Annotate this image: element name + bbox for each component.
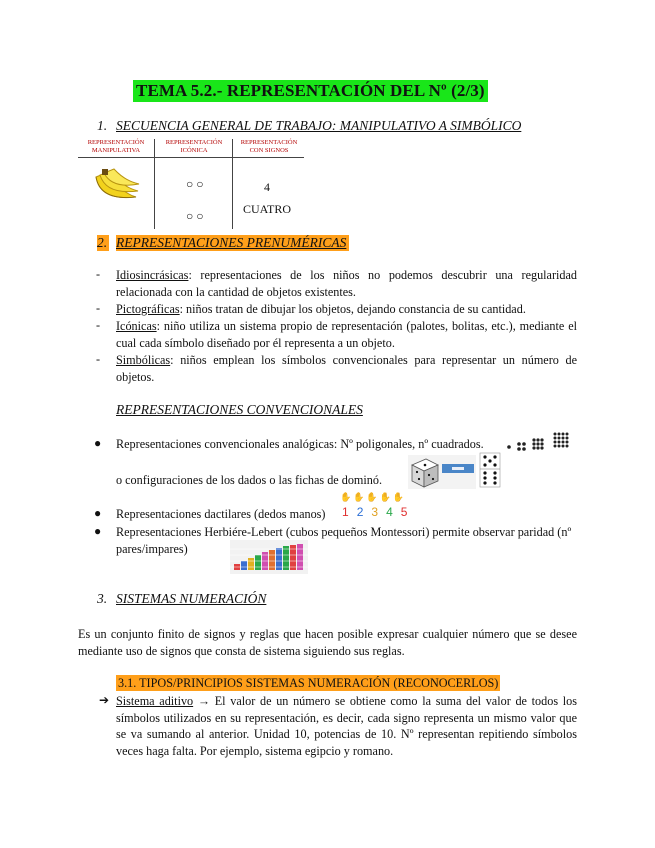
bullet-dactylar: Representaciones dactilares (dedos manos) [116,507,326,521]
additive-description: → El valor de un número se obtiene como la suma del valor de todos los símbolos utilizados en su representación, es decir, cada signo representa un mismo valor que se va sumando al anterior. Unidad 10, potencias de 10. Nº representan repitiendo símbolos veces haga falta. Por ejemplo, sistema egipcio y romano. [116,694,577,758]
page-title: TEMA 5.2.- REPRESENTACIÓN DEL Nº (2/3) [133,80,488,102]
list-item [116,267,577,300]
term-pictographic: Pictográficas [116,302,180,316]
finger-number-2: 2 [356,505,372,519]
term-symbolic: Simbólicas [116,353,171,367]
arrow-icon: ➔ [99,693,110,707]
term-additive: Sistema aditivo [116,694,194,708]
sign-number: 4 [264,180,270,194]
bullet-dice-text: o configuraciones de los dados o las fichas de dominó. [116,473,383,487]
sign-word: CUATRO [243,202,292,216]
hands-icon: ✋✋✋✋✋ [340,492,407,502]
section2-number: 2. [97,235,108,250]
table-divider [78,157,304,158]
item-text: : representaciones de los niños no podemos descubrir una regularidad relacionada con la cantidad de objetos existentes. [116,268,577,299]
conventional-heading: REPRESENTACIONES CONVENCIONALES [116,402,363,417]
table-divider [154,139,155,229]
dice-image [408,455,476,489]
section2-heading: REPRESENTACIONES PRENUMÉRICAS [116,235,349,251]
list-dash: - [96,318,101,332]
domino-icon [479,452,501,488]
bullet-analogic: Representaciones convencionales analógicas: Nº poligonales, nº cuadrados. [116,437,484,451]
additive-system-text [116,693,577,759]
bananas-image [92,167,142,207]
representation-table [78,139,308,229]
bullet-herbiere: Representaciones Herbiére-Lebert (cubos pequeños Montessori) permite observar paridad (nº pares/impares) [116,525,572,556]
term-iconic: Icónicas [116,319,157,333]
section3-heading: SISTEMAS NUMERACIÓN [116,591,267,606]
list-item [116,352,577,385]
bullet-dot: ● [94,436,102,450]
finger-number-1: 1 [342,505,357,519]
term-idiosyncratic: Idiosincrásicas [116,268,189,282]
finger-number-3: 3 [371,505,387,519]
item-text: : niños emplean los símbolos convencionales para representar un número de objetos. [116,353,577,384]
table-header-manipulative: REPRESENTACIÓN MANIPULATIVA [87,139,145,154]
table-header-iconic: REPRESENTACIÓN ICÓNICA [165,139,223,154]
section1-heading: SECUENCIA GENERAL DE TRABAJO: MANIPULATIVO A SIMBÓLICO [116,118,522,133]
list-dash: - [96,267,101,281]
finger-numbers [342,505,415,519]
table-divider [232,139,233,229]
bullet-dot: ● [94,506,102,520]
iconic-circles-row2: ○○ [186,209,207,223]
finger-number-4: 4 [386,505,401,519]
item-text: : niños tratan de dibujar los objetos, dejando constancia de su cantidad. [179,302,526,316]
list-dash: - [96,301,101,315]
square-numbers-icon [506,432,576,454]
montessori-cubes-image [230,540,308,574]
list-item [116,318,577,351]
iconic-circles-row1: ○○ [186,177,207,191]
subsection-3-1-heading: 3.1. TIPOS/PRINCIPIOS SISTEMAS NUMERACIÓN (RECONOCERLOS) [118,676,499,690]
finger-number-5: 5 [400,505,416,519]
section3-paragraph: Es un conjunto finito de signos y reglas que hacen posible expresar cualquier número que se desee mediante uso de signos que consta de sistema siguiendo sus reglas. [78,627,577,658]
item-text: : niño utiliza un sistema propio de representación (palotes, bolitas, etc.), mediante el cual cada símbolo diseñado por él representa a un objeto. [116,319,577,350]
bullet-dot: ● [94,524,102,538]
section3-number: 3. [97,591,108,606]
list-dash: - [96,352,101,366]
section1-number: 1. [97,118,108,133]
list-item [116,301,577,318]
table-header-signs: REPRESENTACIÓN CON SIGNOS [240,139,298,154]
